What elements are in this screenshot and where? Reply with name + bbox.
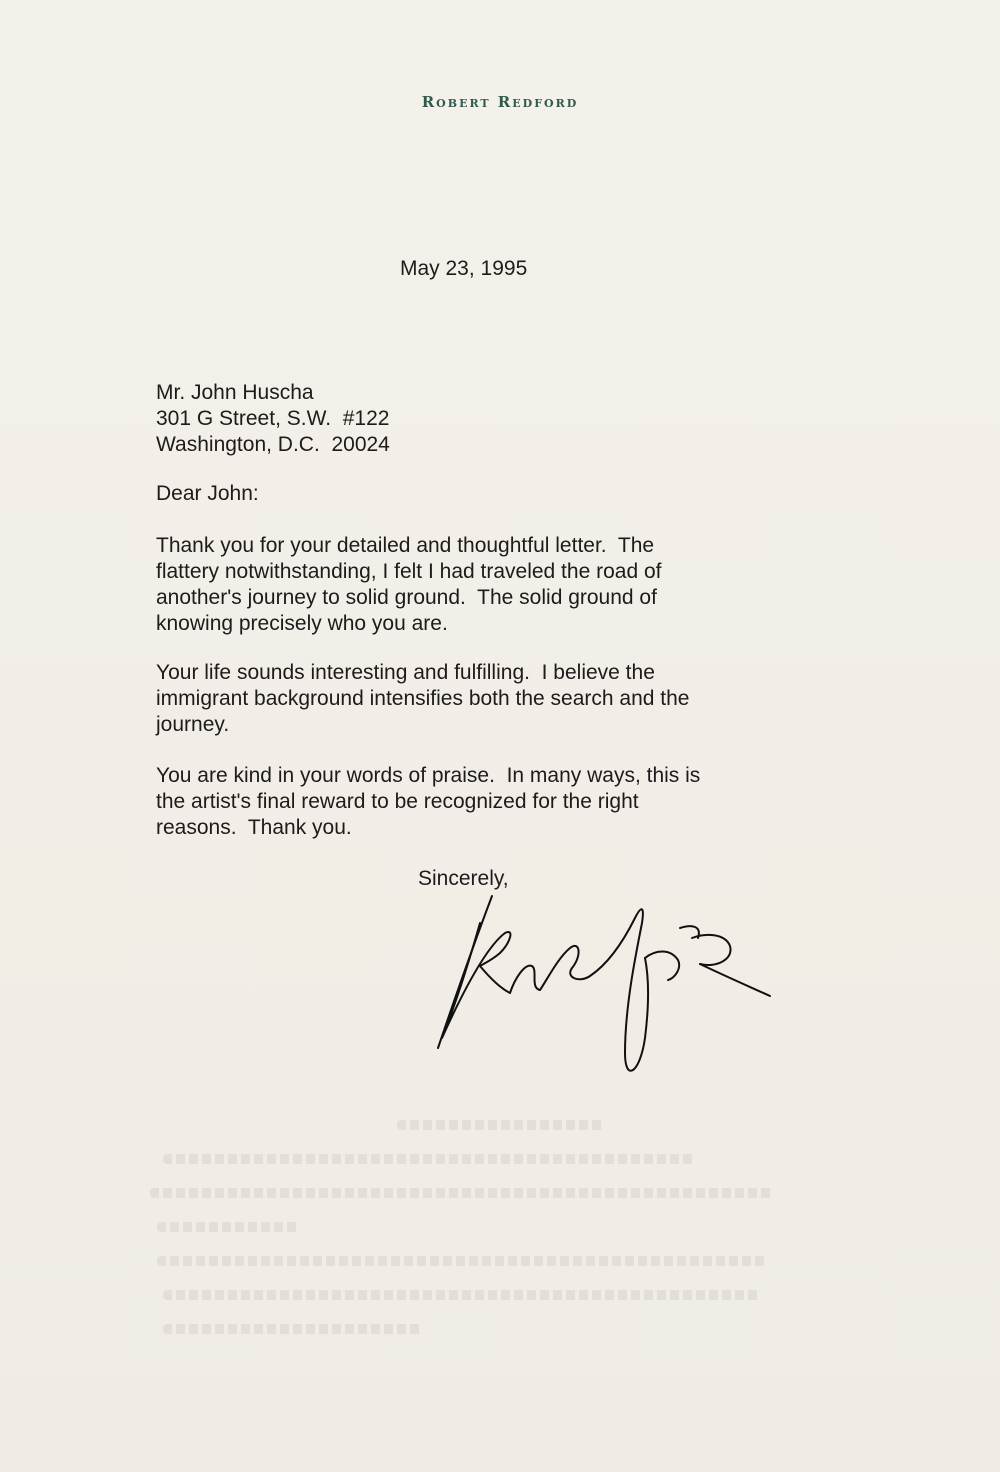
letter-date: May 23, 1995 <box>400 257 528 280</box>
recipient-name: Mr. John Huscha <box>156 381 314 404</box>
paragraph-1 <box>156 533 796 637</box>
paragraph-line: reasons. Thank you. <box>156 816 352 839</box>
paragraph-line: another's journey to solid ground. The solid ground of <box>156 586 657 609</box>
paragraph-line: journey. <box>156 713 230 736</box>
salutation: Dear John: <box>156 482 259 505</box>
letterhead-name: Robert Redford <box>421 93 579 111</box>
paragraph-3 <box>156 763 796 841</box>
paragraph-line: You are kind in your words of praise. In many ways, this is <box>156 764 701 787</box>
paragraph-line: Thank you for your detailed and thoughtful letter. The <box>156 534 655 557</box>
paragraph-line: flattery notwithstanding, I felt I had traveled the road of <box>156 560 662 583</box>
show-through-text <box>150 1120 800 1380</box>
paragraph-line: the artist's final reward to be recognized for the right <box>156 790 639 813</box>
paragraph-line: immigrant background intensifies both the search and the <box>156 687 690 710</box>
paragraph-2 <box>156 660 796 738</box>
paragraph-line: knowing precisely who you are. <box>156 612 448 635</box>
paragraph-line: Your life sounds interesting and fulfilling. I believe the <box>156 661 655 684</box>
recipient-city: Washington, D.C. 20024 <box>156 433 390 456</box>
recipient-street: 301 G Street, S.W. #122 <box>156 407 390 430</box>
handwritten-signature <box>430 888 780 1088</box>
recipient-address <box>156 380 390 458</box>
closing: Sincerely, <box>418 867 509 890</box>
